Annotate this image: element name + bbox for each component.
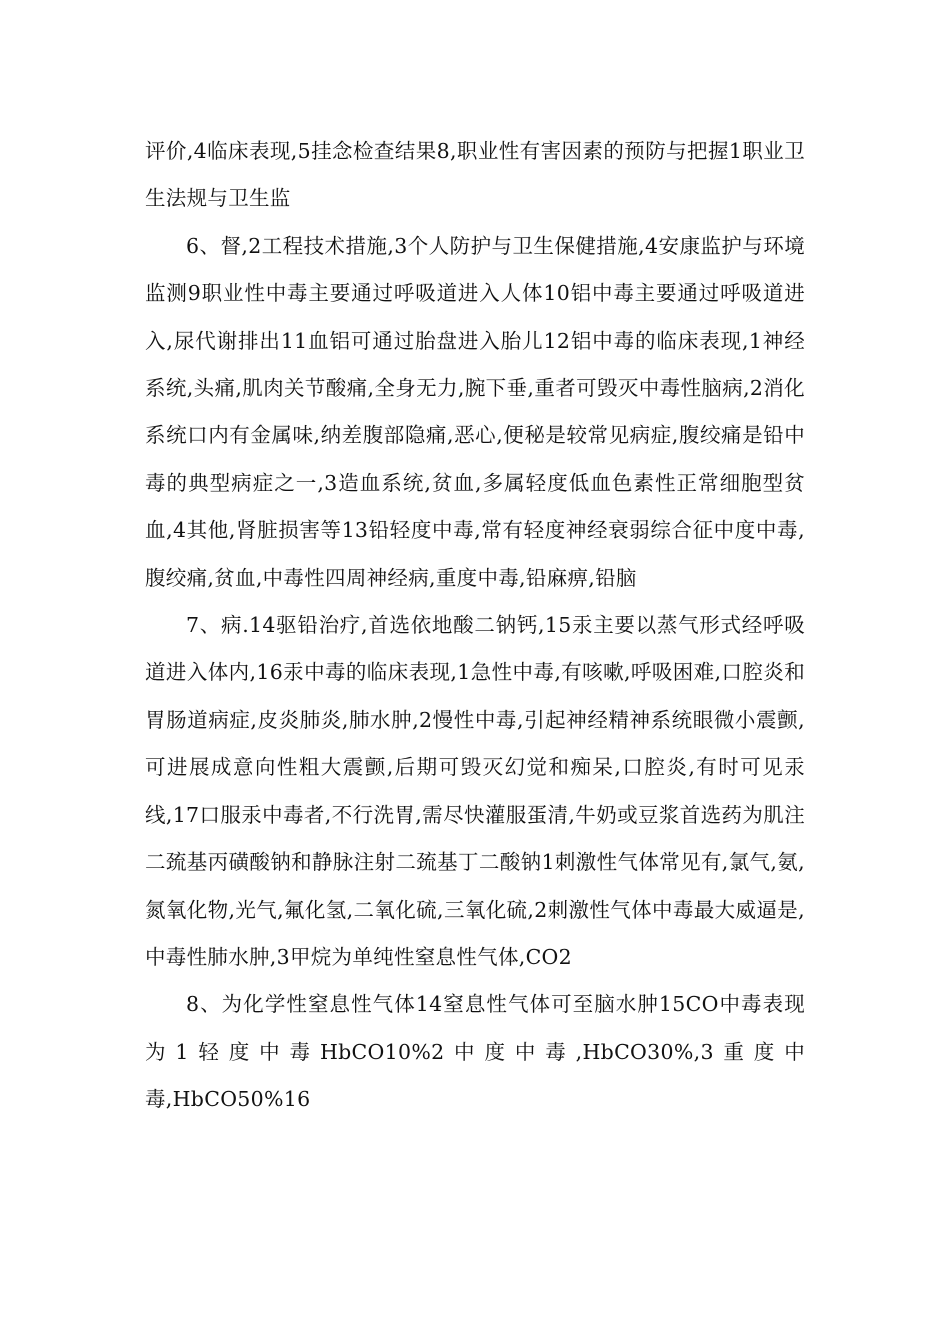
paragraph-8: 8、为化学性窒息性气体14窒息性气体可至脑水肿15CO中毒表现为1轻度中毒HbCO10%2中度中毒,HbCO30%,3重度中毒,HbCO50%16 — [145, 992, 805, 1112]
paragraph-6: 6、督,2工程技术措施,3个人防护与卫生保健措施,4安康监护与环境监测9职业性中毒主要通过呼吸道进入人体10铝中毒主要通过呼吸道进入,尿代谢排出11血铝可通过胎盘进入胎儿12铝中毒的临床表现,1神经系统,头痛,肌肉关节酸痛,全身无力,腕下垂,重者可毁灭中毒性脑病,2消化系统口内有金属味,纳差腹部隐痛,恶心,便秘是较常见病症,腹绞痛是铅中毒的典型病症之一,3造血系统,贫血,多属轻度低血色素性正常细胞型贫血,4其他,肾脏损害等13铅轻度中毒,常有轻度神经衰弱综合征中度中毒,腹绞痛,贫血,中毒性四周神经病,重度中毒,铅麻痹,铅脑 — [145, 233, 805, 590]
paragraph-7: 7、病.14驱铅治疗,首选依地酸二钠钙,15汞主要以蒸气形式经呼吸道进入体内,16汞中毒的临床表现,1急性中毒,有咳嗽,呼吸困难,口腔炎和胃肠道病症,皮炎肺炎,肺水肿,2慢性中毒,引起神经精神系统眼微小震颤,可进展成意向性粗大震颤,后期可毁灭幻觉和痴呆,口腔炎,有时可见汞线,17口服汞中毒者,不行洗胃,需尽快灌服蛋清,牛奶或豆浆首选药为肌注二巯基丙磺酸钠和静脉注射二巯基丁二酸钠1刺激性气体常见有,氯气,氨,氮氧化物,光气,氟化氢,二氧化硫,三氧化硫,2刺激性气体中毒最大威逼是,中毒性肺水肿,3甲烷为单纯性窒息性气体,CO2 — [145, 613, 805, 969]
paragraph-continuation: 评价,4临床表现,5挂念检查结果8,职业性有害因素的预防与把握1职业卫生法规与卫生监 — [145, 139, 805, 211]
document-body — [145, 128, 805, 1124]
